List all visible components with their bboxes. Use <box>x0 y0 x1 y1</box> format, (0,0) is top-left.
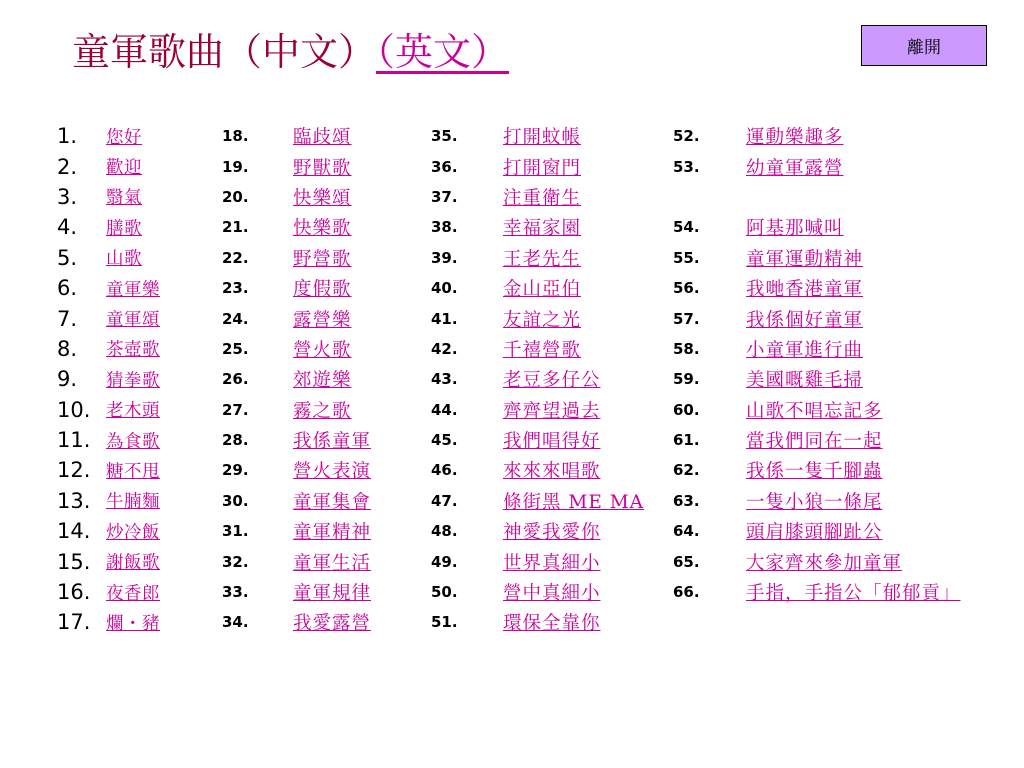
song-link[interactable]: 世界真細小 <box>503 552 601 574</box>
song-list-item <box>57 455 160 485</box>
song-link[interactable]: 老木頭 <box>106 401 160 422</box>
song-number: 61. <box>673 431 700 450</box>
song-link[interactable]: 阿基那喊叫 <box>746 218 844 240</box>
song-link[interactable]: 露營樂 <box>293 309 352 331</box>
song-number: 65. <box>673 552 700 571</box>
song-list-item <box>57 425 160 455</box>
song-list-item <box>57 303 160 333</box>
song-link[interactable]: 我哋香港童軍 <box>746 279 864 301</box>
song-number: 56. <box>673 279 700 298</box>
song-list-item <box>222 121 371 151</box>
song-number: 41. <box>431 309 458 328</box>
song-list-item <box>222 607 371 637</box>
song-number: 5. <box>57 245 78 270</box>
song-link[interactable]: 歡迎 <box>106 158 142 179</box>
song-number: 22. <box>222 248 249 267</box>
song-number: 42. <box>431 339 458 358</box>
song-list-item <box>57 607 160 637</box>
song-link[interactable]: 營中真細小 <box>503 583 601 605</box>
english-version-link[interactable]: （英文） <box>376 30 510 74</box>
song-link[interactable]: 我係個好童軍 <box>746 309 864 331</box>
song-link[interactable]: 我係童軍 <box>293 431 372 453</box>
song-link[interactable]: 打開蚊帳 <box>503 127 582 149</box>
song-list-item <box>57 395 160 425</box>
song-link[interactable]: 營火歌 <box>293 339 352 361</box>
song-list-item <box>673 121 961 151</box>
exit-button[interactable]: 離開 <box>861 25 987 66</box>
song-number: 39. <box>431 248 458 267</box>
song-list-item <box>673 151 961 181</box>
song-number: 37. <box>431 187 458 206</box>
song-link[interactable]: 當我們同在一起 <box>746 431 883 453</box>
song-list-item <box>673 395 961 425</box>
song-number: 58. <box>673 339 700 358</box>
song-number: 50. <box>431 583 458 602</box>
song-link[interactable]: 您好 <box>106 127 142 148</box>
song-list-item <box>57 577 160 607</box>
song-list-item <box>57 273 160 303</box>
song-number: 33. <box>222 583 249 602</box>
song-list-item <box>57 334 160 364</box>
song-number: 8. <box>57 336 78 361</box>
song-list-item <box>222 243 371 273</box>
song-number: 49. <box>431 552 458 571</box>
song-link[interactable]: 友誼之光 <box>503 309 582 331</box>
song-link[interactable]: 大家齊來參加童軍 <box>746 552 903 574</box>
song-list-item <box>57 516 160 546</box>
song-number: 15. <box>57 549 91 574</box>
song-link[interactable]: 童軍生活 <box>293 552 372 574</box>
song-list-item <box>673 546 961 576</box>
song-list-item <box>673 425 961 455</box>
song-number: 60. <box>673 400 700 419</box>
song-number: 36. <box>431 157 458 176</box>
song-list-item <box>222 486 371 516</box>
song-link[interactable]: 條街黑 ME MA <box>503 491 645 513</box>
song-list-item <box>673 455 961 485</box>
song-list-column-3 <box>431 121 644 638</box>
song-link[interactable]: 童軍樂 <box>106 279 160 300</box>
song-link[interactable]: 為食歌 <box>106 431 160 452</box>
song-list-item <box>431 395 644 425</box>
song-link[interactable]: 山歌 <box>106 249 142 270</box>
song-link[interactable]: 頭肩膝頭腳趾公 <box>746 522 883 544</box>
song-list-item <box>431 364 644 394</box>
song-number: 12. <box>57 458 91 483</box>
song-list-item <box>222 303 371 333</box>
song-list-item <box>431 607 644 637</box>
song-list-item <box>57 546 160 576</box>
song-link[interactable]: 炒冷飯 <box>106 522 160 543</box>
song-number: 10. <box>57 397 91 422</box>
song-number: 40. <box>431 279 458 298</box>
song-link[interactable]: 茶壺歌 <box>106 340 160 361</box>
song-number: 55. <box>673 248 700 267</box>
song-number: 29. <box>222 461 249 480</box>
song-list-column-2 <box>222 121 371 638</box>
song-link[interactable]: 齊齊望過去 <box>503 400 601 422</box>
song-number: 6. <box>57 276 78 301</box>
song-list-item <box>222 273 371 303</box>
song-number: 38. <box>431 218 458 237</box>
song-number: 46. <box>431 461 458 480</box>
song-list-item <box>222 516 371 546</box>
song-link[interactable]: 野獸歌 <box>293 157 352 179</box>
song-link[interactable]: 神愛我愛你 <box>503 522 601 544</box>
song-list-item <box>431 243 644 273</box>
song-number: 21. <box>222 218 249 237</box>
song-list-item <box>57 243 160 273</box>
song-number: 28. <box>222 431 249 450</box>
song-number: 14. <box>57 519 91 544</box>
song-number: 43. <box>431 370 458 389</box>
song-number: 64. <box>673 522 700 541</box>
page-title <box>72 30 509 76</box>
song-list-item <box>431 425 644 455</box>
song-link[interactable]: 快樂歌 <box>293 218 352 240</box>
song-number: 30. <box>222 491 249 510</box>
song-list-item <box>431 577 644 607</box>
song-link[interactable]: 打開窗門 <box>503 157 582 179</box>
song-link[interactable]: 王老先生 <box>503 248 582 270</box>
song-list-column-4 <box>673 121 961 607</box>
song-number: 19. <box>222 157 249 176</box>
song-list-item <box>431 486 644 516</box>
song-number: 57. <box>673 309 700 328</box>
song-link[interactable]: 糖不甩 <box>106 461 160 482</box>
song-number: 1. <box>57 124 78 149</box>
song-link[interactable]: 小童軍進行曲 <box>746 339 864 361</box>
song-list-item <box>431 334 644 364</box>
song-list-item <box>431 303 644 333</box>
song-list-item <box>673 577 961 607</box>
song-number: 25. <box>222 339 249 358</box>
song-link[interactable]: 金山亞伯 <box>503 279 582 301</box>
song-link[interactable]: 山歌不唱忘記多 <box>746 400 883 422</box>
song-number: 24. <box>222 309 249 328</box>
song-list-item <box>673 334 961 364</box>
song-link[interactable]: 童軍規律 <box>293 583 372 605</box>
song-link[interactable]: 我們唱得好 <box>503 431 601 453</box>
song-list-item <box>57 151 160 181</box>
song-link[interactable]: 臨歧頌 <box>293 127 352 149</box>
song-link[interactable]: 霧之歌 <box>293 400 352 422</box>
song-link[interactable]: 手指，手指公「郁郁貢」 <box>746 583 961 605</box>
song-number: 32. <box>222 552 249 571</box>
song-list-item <box>57 121 160 151</box>
title-chinese: 童軍歌曲（中文） <box>72 30 377 74</box>
song-link[interactable]: 童軍精神 <box>293 522 372 544</box>
song-number: 16. <box>57 580 91 605</box>
song-list-item <box>431 151 644 181</box>
song-list-item <box>222 546 371 576</box>
song-link[interactable]: 我愛露營 <box>293 613 372 635</box>
song-list-item <box>673 243 961 273</box>
song-list-item <box>222 425 371 455</box>
song-link[interactable]: 牛腩麵 <box>106 492 160 513</box>
song-list-item <box>673 516 961 546</box>
song-link[interactable]: 童軍集會 <box>293 491 372 513</box>
song-number: 48. <box>431 522 458 541</box>
song-number: 63. <box>673 491 700 510</box>
song-number: 20. <box>222 187 249 206</box>
song-number: 31. <box>222 522 249 541</box>
song-number: 51. <box>431 613 458 632</box>
song-link[interactable]: 我係一隻千腳蟲 <box>746 461 883 483</box>
song-link[interactable]: 來來來唱歌 <box>503 461 601 483</box>
song-number: 3. <box>57 184 78 209</box>
song-link[interactable]: 童軍頌 <box>106 310 160 331</box>
song-number: 52. <box>673 127 700 146</box>
song-link[interactable]: 環保全靠你 <box>503 613 601 635</box>
song-link[interactable]: 一隻小狼一條尾 <box>746 491 883 513</box>
song-list-item <box>431 212 644 242</box>
song-number: 47. <box>431 491 458 510</box>
song-number: 27. <box>222 400 249 419</box>
song-list-item <box>222 182 371 212</box>
song-link[interactable]: 快樂頌 <box>293 187 352 209</box>
song-list-item <box>222 395 371 425</box>
song-number: 26. <box>222 370 249 389</box>
song-list-column-1 <box>57 121 160 638</box>
song-number: 35. <box>431 127 458 146</box>
song-number: 44. <box>431 400 458 419</box>
song-list-item <box>57 486 160 516</box>
song-list-item <box>222 364 371 394</box>
song-list-item <box>431 455 644 485</box>
song-link[interactable]: 爛・豬 <box>106 613 160 634</box>
song-list-item <box>673 303 961 333</box>
song-link[interactable]: 營火表演 <box>293 461 372 483</box>
song-link[interactable]: 膳歌 <box>106 218 142 239</box>
song-link[interactable]: 郊遊樂 <box>293 370 352 392</box>
song-link[interactable]: 謝飯歌 <box>106 553 160 574</box>
song-number: 45. <box>431 431 458 450</box>
song-list-item <box>222 151 371 181</box>
song-list-item <box>57 182 160 212</box>
song-link[interactable]: 美國嘅雞毛掃 <box>746 370 864 392</box>
song-number: 11. <box>57 428 91 453</box>
song-list-item <box>673 486 961 516</box>
song-number: 59. <box>673 370 700 389</box>
song-list-item <box>222 212 371 242</box>
song-number: 9. <box>57 367 78 392</box>
song-link[interactable]: 翳氣 <box>106 188 142 209</box>
song-link[interactable]: 千禧營歌 <box>503 339 582 361</box>
song-link[interactable]: 野營歌 <box>293 248 352 270</box>
song-link[interactable]: 度假歌 <box>293 279 352 301</box>
song-number: 23. <box>222 279 249 298</box>
song-number: 7. <box>57 306 78 331</box>
song-link[interactable]: 童軍運動精神 <box>746 248 864 270</box>
song-number: 2. <box>57 154 78 179</box>
song-link[interactable]: 注重衛生 <box>503 187 582 209</box>
song-list-item <box>431 273 644 303</box>
song-link[interactable]: 猜拳歌 <box>106 370 160 391</box>
song-list-item <box>222 334 371 364</box>
song-list-item <box>431 121 644 151</box>
song-list-item <box>57 364 160 394</box>
song-list-item <box>673 364 961 394</box>
song-number: 13. <box>57 488 91 513</box>
song-number: 54. <box>673 218 700 237</box>
song-number: 18. <box>222 127 249 146</box>
song-list-item <box>431 516 644 546</box>
song-link[interactable]: 夜香郎 <box>106 583 160 604</box>
song-list-item <box>222 577 371 607</box>
song-link[interactable]: 幸福家園 <box>503 218 582 240</box>
song-list-item <box>57 212 160 242</box>
song-list-item <box>431 182 644 212</box>
song-link[interactable]: 幼童軍露營 <box>746 157 844 179</box>
song-number: 4. <box>57 215 78 240</box>
song-list-item <box>673 273 961 303</box>
song-list-item <box>673 182 961 212</box>
song-number: 17. <box>57 610 91 635</box>
song-number: 53. <box>673 157 700 176</box>
song-link[interactable]: 運動樂趣多 <box>746 127 844 149</box>
song-number: 34. <box>222 613 249 632</box>
song-link[interactable]: 老豆多仔公 <box>503 370 601 392</box>
song-number: 66. <box>673 583 700 602</box>
song-list-item <box>673 212 961 242</box>
song-list-item <box>431 546 644 576</box>
song-number: 62. <box>673 461 700 480</box>
song-list-item <box>222 455 371 485</box>
